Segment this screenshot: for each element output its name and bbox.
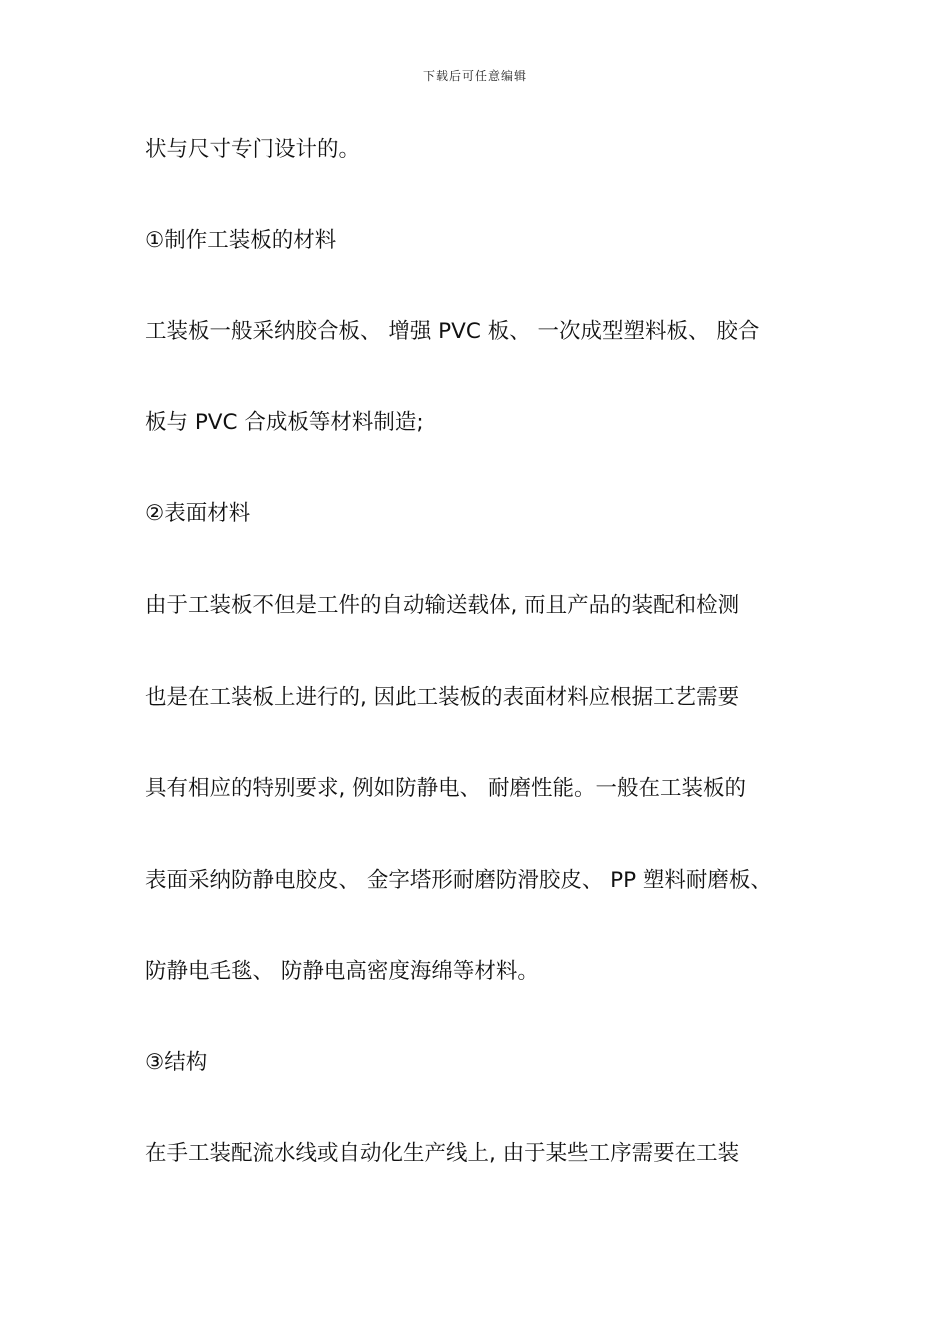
section-heading-structure: ③结构 (145, 1050, 208, 1075)
body-line-12: 在手工装配流水线或自动化生产线上, 由于某些工序需要在工装 (145, 1141, 740, 1166)
section-heading-surface: ②表面材料 (145, 501, 251, 526)
body-line-10: 防静电毛毯、 防静电高密度海绵等材料。 (145, 959, 539, 984)
page-header: 下载后可任意编辑 (422, 69, 527, 83)
body-line-6: 由于工装板不但是工件的自动输送载体, 而且产品的装配和检测 (145, 593, 740, 618)
section-heading-materials: ①制作工装板的材料 (145, 228, 337, 253)
body-line-7: 也是在工装板上进行的, 因此工装板的表面材料应根据工艺需要 (145, 685, 740, 710)
body-line-9: 表面采纳防静电胶皮、 金字塔形耐磨防滑胶皮、 PP 塑料耐磨板、 (145, 868, 772, 893)
body-line-1: 状与尺寸专门设计的。 (145, 137, 361, 162)
body-line-3: 工装板一般采纳胶合板、 增强 PVC 板、 一次成型塑料板、 胶合 (145, 319, 760, 344)
body-line-4: 板与 PVC 合成板等材料制造; (145, 410, 424, 435)
body-line-8: 具有相应的特别要求, 例如防静电、 耐磨性能。一般在工装板的 (145, 776, 747, 801)
